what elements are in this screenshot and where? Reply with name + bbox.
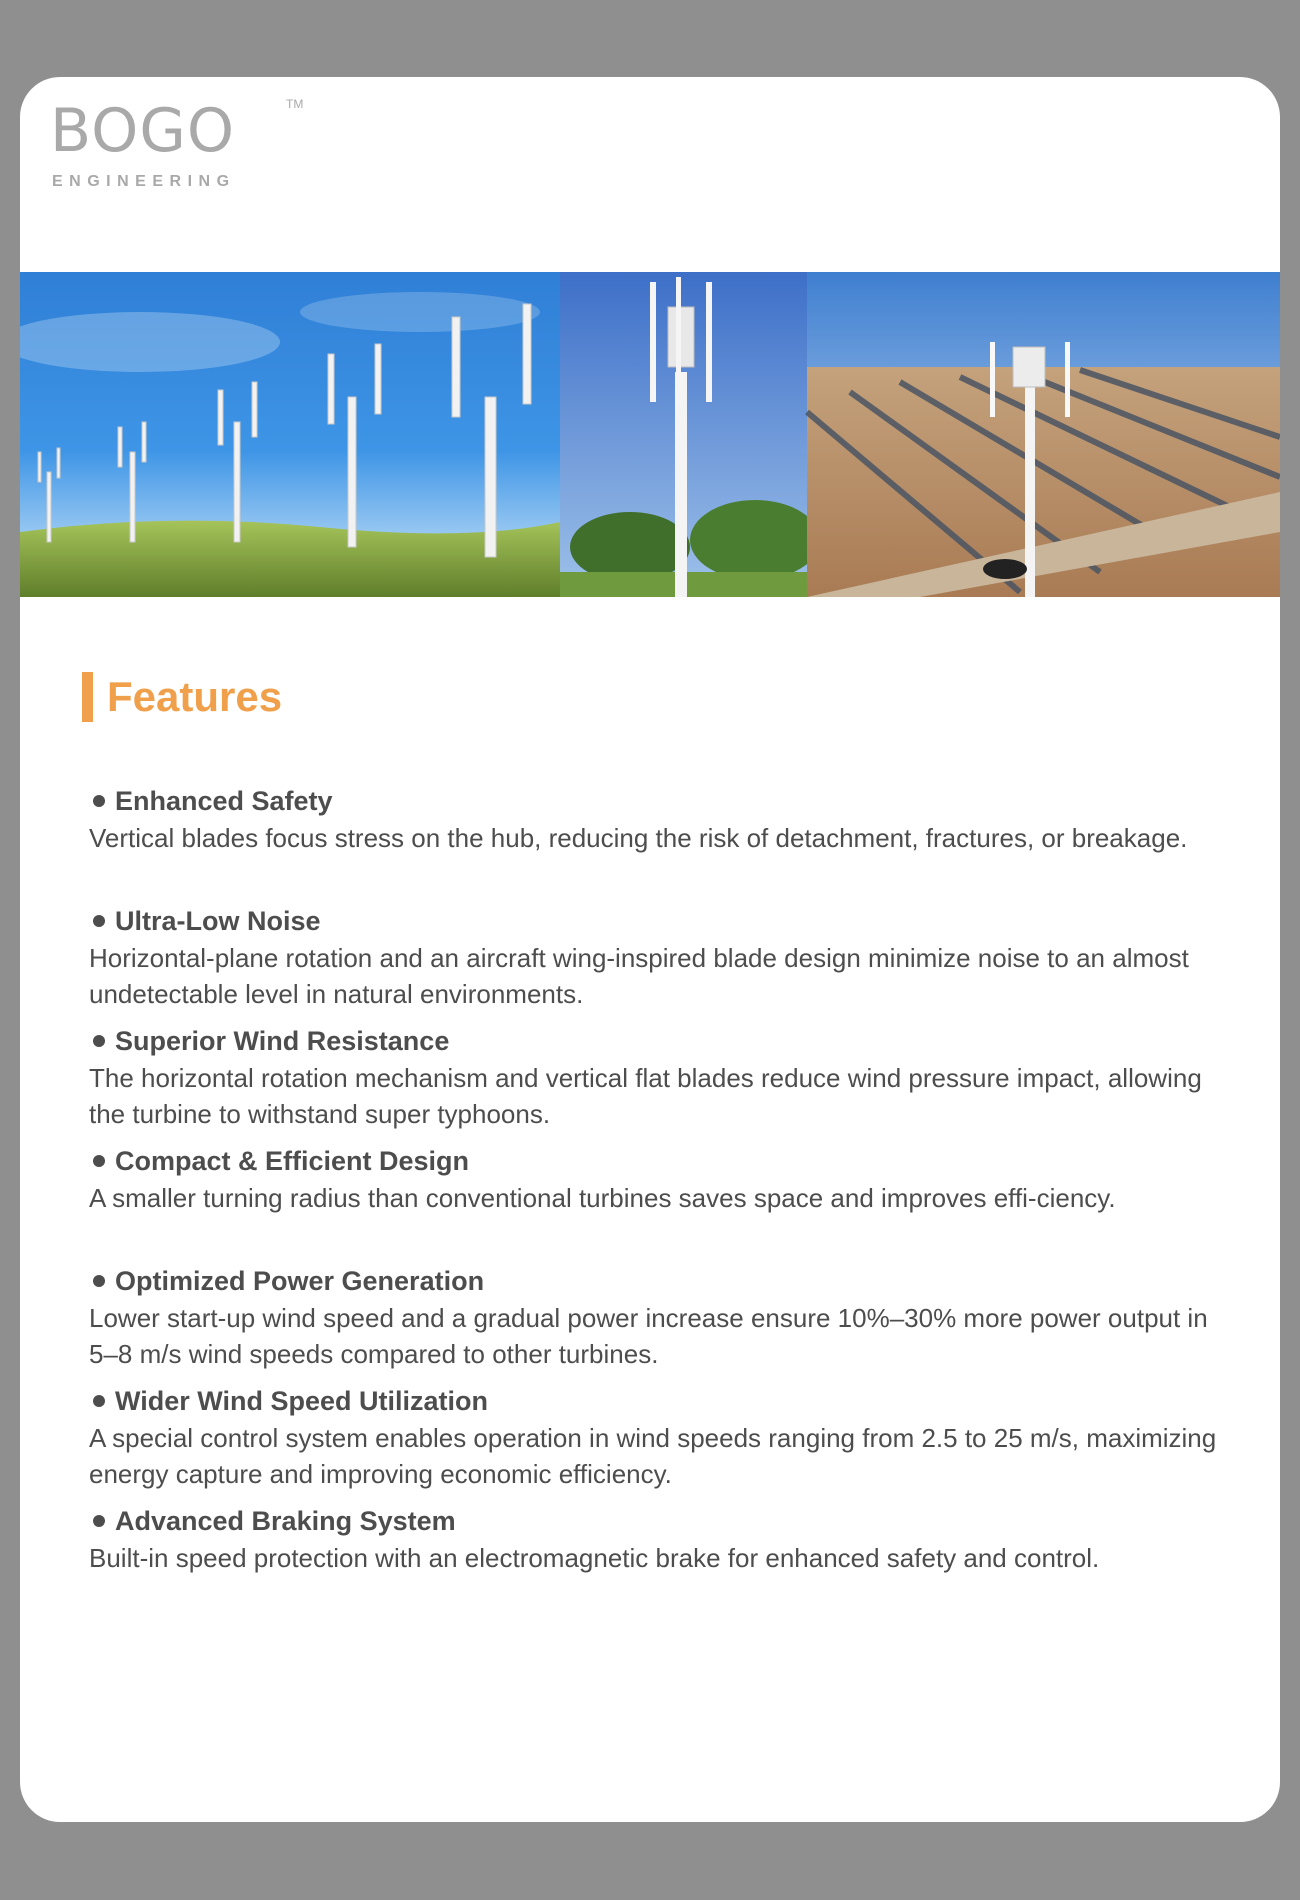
feature-item-ultra-low-noise bbox=[89, 904, 1239, 1024]
feature-description: Vertical blades focus stress on the hub, reducing the risk of detachment, fractures, or breakage. bbox=[89, 823, 1188, 853]
feature-title: Superior Wind Resistance bbox=[115, 1026, 450, 1056]
feature-item-wider-wind-speed-utilization bbox=[89, 1384, 1239, 1504]
feature-item-compact-efficient-design bbox=[89, 1144, 1239, 1264]
heading-accent-bar bbox=[82, 672, 93, 722]
feature-title: Advanced Braking System bbox=[115, 1506, 456, 1536]
bullet-dot-icon bbox=[93, 1155, 105, 1167]
feature-description: Built-in speed protection with an electromagnetic brake for enhanced safety and control. bbox=[89, 1543, 1100, 1573]
logo-tagline: ENGINEERING bbox=[52, 173, 236, 190]
bullet-dot-icon bbox=[93, 1395, 105, 1407]
bullet-dot-icon bbox=[93, 1035, 105, 1047]
feature-description: The horizontal rotation mechanism and vertical flat blades reduce wind pressure impact, allowing the turbine to withstand super typhoons. bbox=[89, 1063, 1202, 1129]
feature-description: A smaller turning radius than conventional turbines saves space and improves effi-ciency. bbox=[89, 1183, 1116, 1213]
photo-turbines-on-grass bbox=[20, 272, 560, 597]
bogo-engineering-logo bbox=[50, 95, 304, 190]
brochure-card bbox=[20, 77, 1280, 1822]
feature-description: A special control system enables operation in wind speeds ranging from 2.5 to 25 m/s, maximizing energy capture and improving economic efficiency. bbox=[89, 1423, 1217, 1489]
bullet-dot-icon bbox=[93, 795, 105, 807]
feature-title: Ultra-Low Noise bbox=[115, 906, 321, 936]
feature-item-advanced-braking-system bbox=[89, 1504, 1239, 1624]
feature-title: Compact & Efficient Design bbox=[115, 1146, 470, 1176]
features-list bbox=[89, 784, 1239, 1624]
bullet-dot-icon bbox=[93, 1515, 105, 1527]
feature-description: Lower start-up wind speed and a gradual power increase ensure 10%–30% more power output in 5–8 m/s wind speeds compared to other turbines. bbox=[89, 1303, 1208, 1369]
bullet-dot-icon bbox=[93, 1275, 105, 1287]
feature-item-optimized-power-generation bbox=[89, 1264, 1239, 1384]
photo-turbine-in-solar-farm bbox=[807, 272, 1280, 597]
feature-item-superior-wind-resistance bbox=[89, 1024, 1239, 1144]
feature-description: Horizontal-plane rotation and an aircraft wing-inspired blade design minimize noise to an almost undetectable level in natural environments. bbox=[89, 943, 1189, 1009]
features-title: Features bbox=[107, 673, 283, 720]
feature-title: Enhanced Safety bbox=[115, 786, 333, 816]
bullet-dot-icon bbox=[93, 915, 105, 927]
feature-title: Optimized Power Generation bbox=[115, 1266, 485, 1296]
logo-trademark: TM bbox=[286, 97, 304, 111]
feature-title: Wider Wind Speed Utilization bbox=[115, 1386, 489, 1416]
photo-single-turbine bbox=[560, 272, 820, 597]
feature-item-enhanced-safety bbox=[89, 784, 1239, 904]
logo-wordmark: BOGO bbox=[50, 96, 236, 166]
product-photo-banner bbox=[20, 272, 1280, 597]
